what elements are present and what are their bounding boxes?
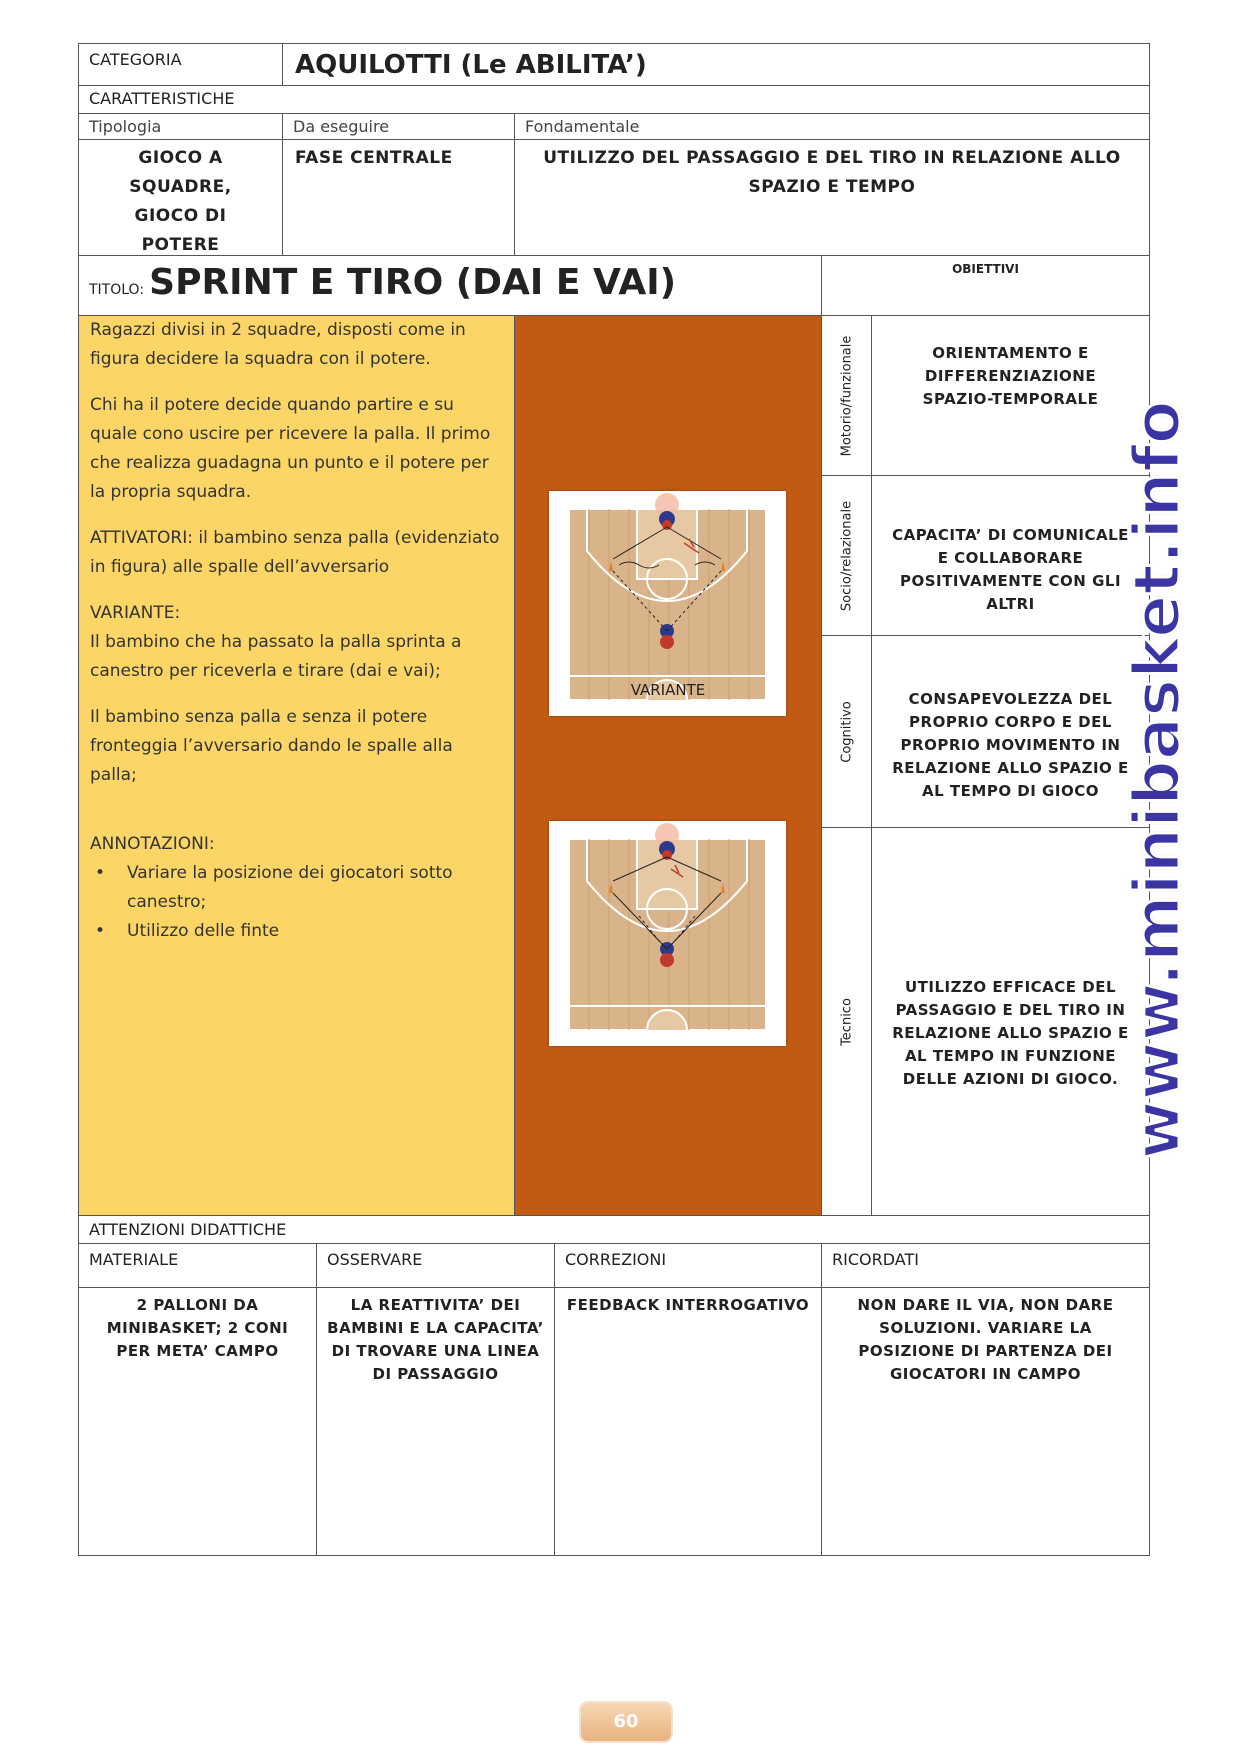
objective-text-socio: CAPACITA’ DI COMUNICALE E COLLABORARE POSITIVAMENTE CON GLI ALTRI xyxy=(892,526,1129,613)
categoria-label: CATEGORIA xyxy=(89,50,182,69)
bullet-icon: • xyxy=(95,863,106,883)
caratteristiche-row xyxy=(78,85,1150,114)
fondamentale-label: Fondamentale xyxy=(525,117,640,136)
fondamentale-value: UTILIZZO DEL PASSAGGIO E DEL TIRO IN RELAZIONE ALLO SPAZIO E TEMPO xyxy=(543,148,1121,197)
objective-cell-socio xyxy=(871,475,1150,636)
variante-label: VARIANTE: xyxy=(90,603,181,623)
variante-paragraph-1: Il bambino che ha passato la palla sprinta a canestro per riceverla e tirare (dai e vai); xyxy=(90,632,462,681)
annotazioni-item-2-text: Utilizzo delle finte xyxy=(127,921,280,941)
variante-diagram-label: VARIANTE xyxy=(630,681,706,699)
materiale-label: MATERIALE xyxy=(89,1250,179,1269)
diagram-panel xyxy=(514,315,822,1216)
objective-text-motorio: ORIENTAMENTO E DIFFERENZIAZIONE SPAZIO-TEMPORALE xyxy=(922,344,1099,408)
objective-cell-cognitivo xyxy=(871,635,1150,828)
da-eseguire-label: Da eseguire xyxy=(293,117,390,136)
fondamentale-value-cell xyxy=(514,139,1150,256)
titolo-label: TITOLO: xyxy=(89,282,145,298)
court-diagram-2-svg xyxy=(549,821,786,1046)
area-label-motorio: Motorio/funzionale xyxy=(839,335,854,456)
tipologia-value-cell xyxy=(78,139,283,256)
materiale-value-cell xyxy=(78,1287,317,1556)
obiettivi-header-cell xyxy=(821,255,1150,316)
area-cell-socio xyxy=(821,475,872,636)
osservare-value: LA REATTIVITA’ DEI BAMBINI E LA CAPACITA’ DI TROVARE UNA LINEA DI PASSAGGIO xyxy=(327,1296,544,1383)
page-number: 60 xyxy=(581,1703,671,1741)
description-paragraph-1: Ragazzi divisi in 2 squadre, disposti come in figura decidere la squadra con il potere. xyxy=(90,320,466,369)
area-cell-tecnico xyxy=(821,827,872,1216)
tipologia-value: GIOCO A SQUADRE, GIOCO DI POTERE xyxy=(129,148,232,255)
objective-cell-tecnico xyxy=(871,827,1150,1216)
ricordati-value-cell xyxy=(821,1287,1150,1556)
annotazioni-list xyxy=(90,859,504,946)
categoria-value: AQUILOTTI (Le ABILITA’) xyxy=(295,50,647,80)
categoria-label-cell xyxy=(78,43,283,86)
attenzioni-col-header-materiale xyxy=(78,1243,317,1288)
caratteristiche-label: CARATTERISTICHE xyxy=(89,89,235,108)
correzioni-value: FEEDBACK INTERROGATIVO xyxy=(566,1296,810,1314)
titolo-cell xyxy=(78,255,822,316)
attivatori-label: ATTIVATORI xyxy=(90,528,188,548)
variante-paragraph-2: Il bambino senza palla e senza il potere fronteggia l’avversario dando le spalle alla palla; xyxy=(90,707,453,785)
materiale-value: 2 PALLONI DA MINIBASKET; 2 CONI PER META’ CAMPO xyxy=(106,1296,289,1360)
titolo-line xyxy=(89,262,676,303)
attenzioni-col-header-correzioni xyxy=(554,1243,822,1288)
ricordati-label: RICORDATI xyxy=(832,1250,919,1269)
description-body xyxy=(79,316,514,946)
objective-cell-motorio xyxy=(871,315,1150,476)
tipologia-label-cell xyxy=(78,113,283,140)
tipologia-label: Tipologia xyxy=(89,117,162,136)
watermark-text: www.minibasket.info xyxy=(1121,400,1195,1160)
annotazioni-item-2 xyxy=(90,917,504,946)
attenzioni-col-header-osservare xyxy=(316,1243,555,1288)
correzioni-label: CORREZIONI xyxy=(565,1250,667,1269)
titolo-value: SPRINT E TIRO (DAI E VAI) xyxy=(149,262,677,303)
area-label-cognitivo: Cognitivo xyxy=(839,700,854,763)
annotazioni-item-1 xyxy=(90,859,504,917)
da-eseguire-label-cell xyxy=(282,113,515,140)
categoria-value-cell xyxy=(282,43,1150,86)
objective-text-cognitivo: CONSAPEVOLEZZA DEL PROPRIO CORPO E DEL PROPRIO MOVIMENTO IN RELAZIONE ALLO SPAZIO E AL TEMPO DI GIOCO xyxy=(892,690,1129,800)
attivatori-paragraph xyxy=(90,524,504,582)
annotazioni-label: ANNOTAZIONI: xyxy=(90,834,215,854)
osservare-value-cell xyxy=(316,1287,555,1556)
attenzioni-label: ATTENZIONI DIDATTICHE xyxy=(89,1220,287,1239)
area-label-socio: Socio/relazionale xyxy=(839,500,854,611)
area-cell-motorio xyxy=(821,315,872,476)
da-eseguire-value-cell xyxy=(282,139,515,256)
attenzioni-col-header-ricordati xyxy=(821,1243,1150,1288)
court-diagram-2 xyxy=(549,821,786,1046)
correzioni-value-cell xyxy=(554,1287,822,1556)
obiettivi-label: OBIETTIVI xyxy=(952,262,1019,276)
osservare-label: OSSERVARE xyxy=(327,1250,423,1269)
annotazioni-item-1-text: Variare la posizione dei giocatori sotto canestro; xyxy=(127,863,453,912)
description-panel xyxy=(78,315,515,1216)
area-label-tecnico: Tecnico xyxy=(839,997,854,1046)
objective-text-tecnico: UTILIZZO EFFICACE DEL PASSAGGIO E DEL TIRO IN RELAZIONE ALLO SPAZIO E AL TEMPO IN FUNZIONE DELLE AZIONI DI GIOCO. xyxy=(892,978,1129,1088)
ricordati-value: NON DARE IL VIA, NON DARE SOLUZIONI. VARIARE LA POSIZIONE DI PARTENZA DEI GIOCATORI IN CAMPO xyxy=(857,1296,1114,1383)
attenzioni-row xyxy=(78,1215,1150,1244)
description-paragraph-2: Chi ha il potere decide quando partire e su quale cono uscire per ricevere la palla. Il primo che realizza guadagna un punto e il potere per la propria squadra. xyxy=(90,395,491,502)
fondamentale-label-cell xyxy=(514,113,1150,140)
da-eseguire-value: FASE CENTRALE xyxy=(295,148,453,168)
bullet-icon: • xyxy=(95,921,106,941)
area-cell-cognitivo xyxy=(821,635,872,828)
attivatori-text: : il bambino senza palla (evidenziato in figura) alle spalle dell’avversario xyxy=(90,528,500,577)
